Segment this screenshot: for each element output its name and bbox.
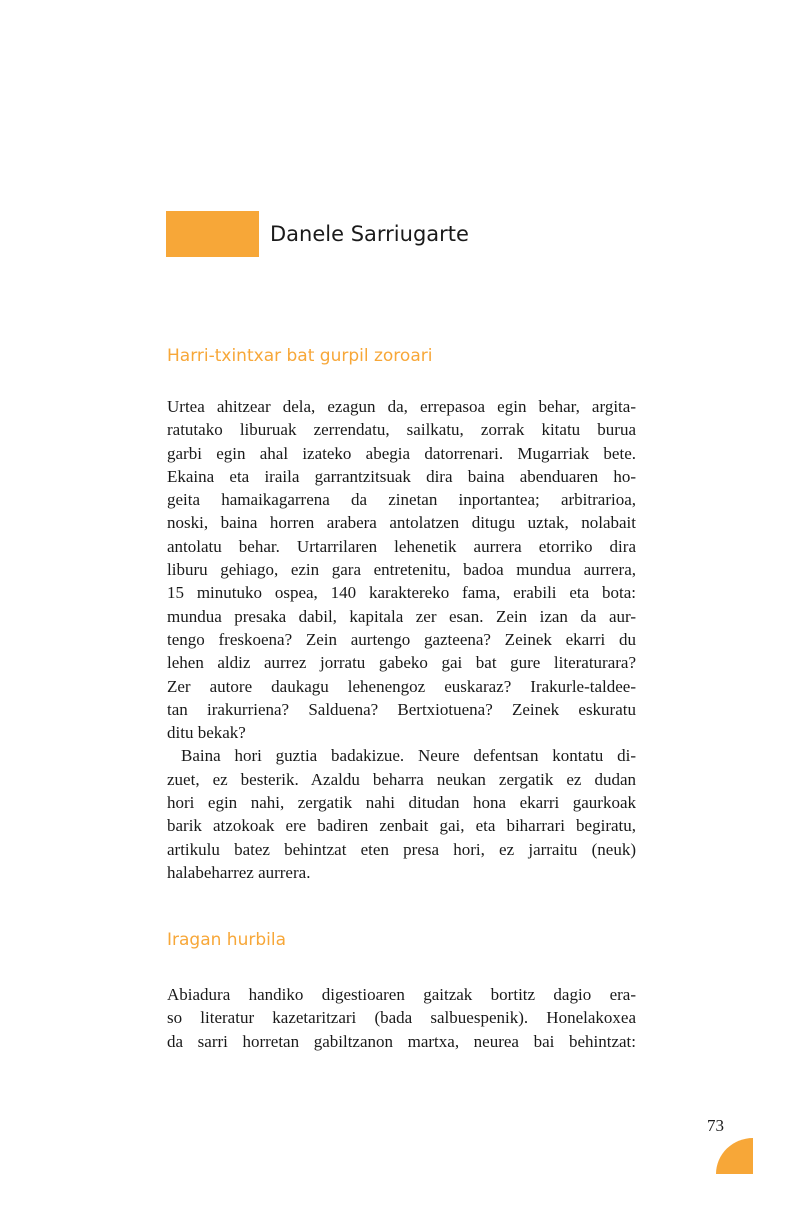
section-heading: Iragan hurbila: [167, 930, 286, 950]
text-line: Zer autore daukagu lehenengoz euskaraz? Irakurle-taldee-: [167, 676, 636, 696]
author-color-block: [166, 211, 259, 257]
section-body: [167, 983, 636, 1053]
section-heading: Harri-txintxar bat gurpil zoroari: [167, 346, 433, 366]
text-line: Urtea ahitzear dela, ezagun da, errepasoa egin behar, argita-: [167, 397, 636, 416]
text-line: barik atzokoak ere badiren zenbait gai, eta biharrari begiratu,: [167, 816, 636, 836]
text-line: tan irakurriena? Salduena? Bertxiotuena? Zeinek eskuratu: [167, 699, 636, 719]
text-line: ditu bekak?: [167, 723, 246, 743]
text-line: artikulu batez behintzat eten presa hori, ez jarraitu (neuk): [167, 839, 636, 859]
text-line: mundua presaka dabil, kapitala zer esan. Zein izan da aur-: [167, 606, 636, 626]
text-line: 15 minutuko ospea, 140 karaktereko fama, erabili eta bota:: [167, 583, 636, 603]
corner-quarter-circle: [716, 1138, 753, 1174]
text-line: ratutako liburuak zerrendatu, sailkatu, zorrak kitatu burua: [167, 420, 636, 440]
text-line: noski, baina horren arabera antolatzen ditugu uztak, nolabait: [167, 513, 636, 533]
text-line: tengo freskoena? Zein aurtengo gazteena? Zeinek ekarri du: [167, 629, 636, 649]
text-line: geita hamaikagarrena da zinetan inportantea; arbitrarioa,: [167, 490, 636, 510]
text-line: garbi egin ahal izateko abegia datorrenari. Mugarriak bete.: [167, 443, 636, 463]
text-line: zuet, ez besterik. Azaldu beharra neukan zergatik ez dudan: [167, 769, 636, 789]
author-name: Danele Sarriugarte: [270, 222, 469, 246]
text-line: lehen aldiz aurrez jorratu gabeko gai bat gure literaturara?: [167, 653, 636, 673]
text-line: da sarri horretan gabiltzanon martxa, neurea bai behintzat:: [167, 1031, 636, 1051]
text-line: so literatur kazetaritzari (bada salbuespenik). Honelakoxea: [167, 1008, 636, 1028]
text-line: antolatu behar. Urtarrilaren lehenetik aurrera etorriko dira: [167, 536, 636, 556]
text-line: hori egin nahi, zergatik nahi ditudan hona ekarri gaurkoak: [167, 793, 636, 813]
text-line: liburu gehiago, ezin gara entretenitu, badoa mundua aurrera,: [167, 560, 636, 580]
page-number: 73: [707, 1116, 724, 1135]
text-line: Ekaina eta iraila garrantzitsuak dira baina abenduaren ho-: [167, 466, 636, 486]
section-body: [167, 395, 636, 884]
text-line: Abiadura handiko digestioaren gaitzak bortitz dagio era-: [167, 985, 636, 1004]
text-line: Baina hori guztia badakizue. Neure defentsan kontatu di-: [181, 746, 636, 766]
text-line: halabeharrez aurrera.: [167, 862, 311, 882]
